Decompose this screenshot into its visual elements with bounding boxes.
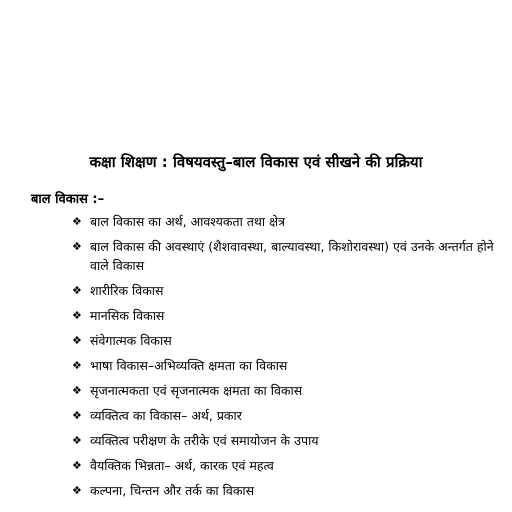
list-item-label: बाल विकास की अवस्थाएं (शैशवावस्था, बाल्यावस्था, किशोरावस्था) एवं उनके अन्तर्गत होने वाले विकास	[90, 239, 494, 273]
section-heading: बाल विकास :–	[31, 192, 105, 207]
list-item-label: सृजनात्मकता एवं सृजनात्मक क्षमता का विकास	[90, 383, 303, 398]
list-item	[72, 481, 502, 500]
list-item-label: संवेगात्मक विकास	[90, 333, 172, 348]
diamond-bullet-icon: ❖	[72, 434, 82, 447]
diamond-bullet-icon: ❖	[72, 484, 82, 497]
list-item-label: वैयक्तिक भिन्नता– अर्थ, कारक एवं महत्व	[90, 458, 274, 473]
page-title: कक्षा शिक्षण : विषयवस्तु–बाल विकास एवं सीखने की प्रक्रिया	[89, 153, 423, 171]
list-item	[72, 212, 502, 231]
diamond-bullet-icon: ❖	[72, 384, 82, 397]
list-item	[72, 356, 502, 375]
list-item	[72, 237, 502, 275]
diamond-bullet-icon: ❖	[72, 309, 82, 322]
diamond-bullet-icon: ❖	[72, 334, 82, 347]
list-item	[72, 281, 502, 300]
list-item	[72, 406, 502, 425]
diamond-bullet-icon: ❖	[72, 409, 82, 422]
list-item-label: भाषा विकास–अभिव्यक्ति क्षमता का विकास	[90, 358, 288, 373]
diamond-bullet-icon: ❖	[72, 215, 82, 228]
diamond-bullet-icon: ❖	[72, 359, 82, 372]
list-item-label: मानसिक विकास	[90, 308, 165, 323]
list-item	[72, 456, 502, 475]
list-item-label: कल्पना, चिन्तन और तर्क का विकास	[90, 483, 255, 498]
topic-list	[72, 212, 502, 506]
list-item	[72, 381, 502, 400]
diamond-bullet-icon: ❖	[72, 240, 82, 253]
diamond-bullet-icon: ❖	[72, 459, 82, 472]
list-item-label: बाल विकास का अर्थ, आवश्यकता तथा क्षेत्र	[90, 214, 285, 229]
list-item	[72, 431, 502, 450]
list-item-label: शारीरिक विकास	[90, 283, 164, 298]
diamond-bullet-icon: ❖	[72, 284, 82, 297]
list-item	[72, 306, 502, 325]
list-item	[72, 331, 502, 350]
list-item-label: व्यक्तित्व परीक्षण के तरीके एवं समायोजन के उपाय	[90, 433, 319, 448]
list-item-label: व्यक्तित्व का विकास– अर्थ, प्रकार	[90, 408, 242, 423]
